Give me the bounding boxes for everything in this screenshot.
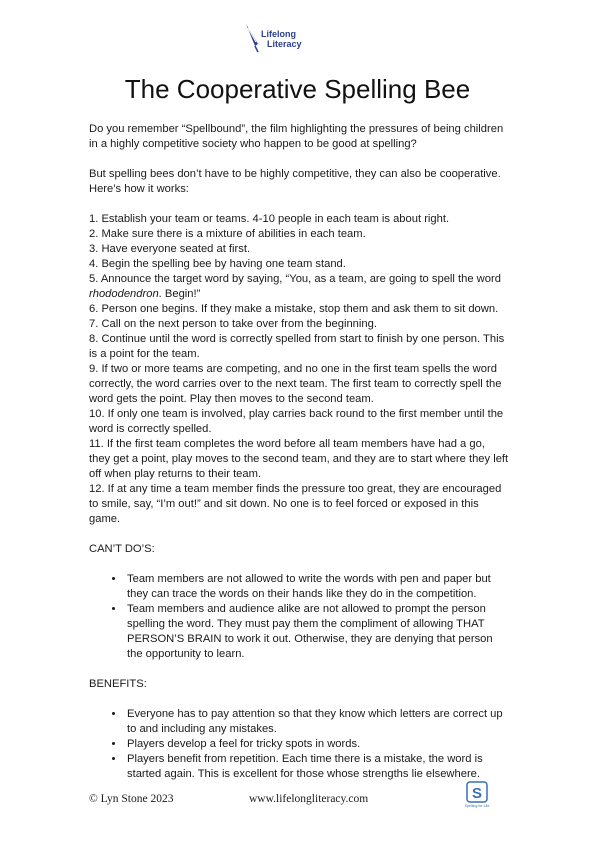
benefit-item: • Players develop a feel for tricky spots in words.	[125, 737, 509, 752]
intro-paragraph-2: But spelling bees don’t have to be highly competitive, they can also be cooperative. Here’s how it works:	[89, 168, 501, 195]
badge-letter: S	[471, 785, 483, 802]
step-2: 2. Make sure there is a mixture of abilities in each team.	[89, 228, 366, 240]
cant-dos-heading: CAN’T DO’S:	[89, 543, 155, 555]
page-title: The Cooperative Spelling Bee	[124, 74, 471, 104]
step-5-target-word: rhododendron	[89, 288, 159, 300]
benefit-item: • Everyone has to pay attention so that they know which letters are correct up to and including any mistakes.	[125, 707, 509, 737]
step-5	[89, 272, 509, 302]
cant-dos-list	[89, 572, 509, 662]
step-11: 11. If the first team completes the word before all team members have had a go, they get a point, play moves to the second team, and they are to start where they left off when play returns to their team.	[89, 438, 509, 480]
step-12: 12. If at any time a team member finds the pressure too great, they are encouraged to smile, say, “I’m out!” and sit down. No one is to feel forced or exposed in this game.	[89, 483, 502, 525]
step-1: 1. Establish your team or teams. 4-10 people in each team is about right.	[89, 213, 450, 225]
step-10: 10. If only one team is involved, play carries back round to the first member until the word is correctly spelled.	[89, 408, 504, 435]
step-7: 7. Call on the next person to take over from the beginning.	[89, 318, 377, 330]
benefits-list	[89, 707, 509, 782]
step-4: 4. Begin the spelling bee by having one team stand.	[89, 258, 346, 270]
cant-do-item: • Team members are not allowed to write the words with pen and paper but they can trace the words on their hands like they do in the competition.	[125, 572, 509, 602]
logo-line-2: Literacy	[267, 39, 302, 49]
step-8: 8. Continue until the word is correctly spelled from start to finish by one person. This is a point for the team.	[89, 333, 505, 360]
step-3: 3. Have everyone seated at first.	[89, 243, 251, 255]
footer-copyright: © Lyn Stone 2023	[89, 793, 174, 805]
benefit-item: • Players benefit from repetition. Each time there is a mistake, the word is started again. This is excellent for those whose strengths lie elsewhere.	[125, 752, 509, 782]
step-5-text: 5. Announce the target word by saying, “You, as a team, are going to spell the word	[89, 273, 501, 285]
step-6: 6. Person one begins. If they make a mistake, stop them and ask them to sit down.	[89, 303, 499, 315]
benefits-heading: BENEFITS:	[89, 678, 147, 690]
lifelong-literacy-logo	[243, 22, 319, 54]
logo-line-1: Lifelong	[261, 29, 296, 39]
steps-list	[89, 212, 509, 527]
footer-website: www.lifelongliteracy.com	[249, 793, 369, 805]
document-body	[89, 122, 509, 782]
step-5-end: . Begin!”	[158, 288, 201, 300]
quill-icon	[243, 22, 261, 54]
step-9: 9. If two or more teams are competing, and no one in the first team spells the word correctly, the word carries over to the next team. The first team to correctly spell the word gets the point. Play then moves to the second team.	[89, 363, 502, 405]
badge-caption: Spelling for Life	[464, 804, 490, 808]
cant-do-item: • Team members and audience alike are not allowed to prompt the person spelling the word. They must pay them the compliment of allowing THAT PERSON’S BRAIN to work it out. Otherwise, they are denying that person the opportunity to learn.	[125, 602, 509, 662]
intro-paragraph-1: Do you remember “Spellbound”, the film highlighting the pressures of being children in a highly competitive society who happen to be good at spelling?	[89, 123, 504, 150]
spelling-for-life-badge	[466, 781, 488, 811]
